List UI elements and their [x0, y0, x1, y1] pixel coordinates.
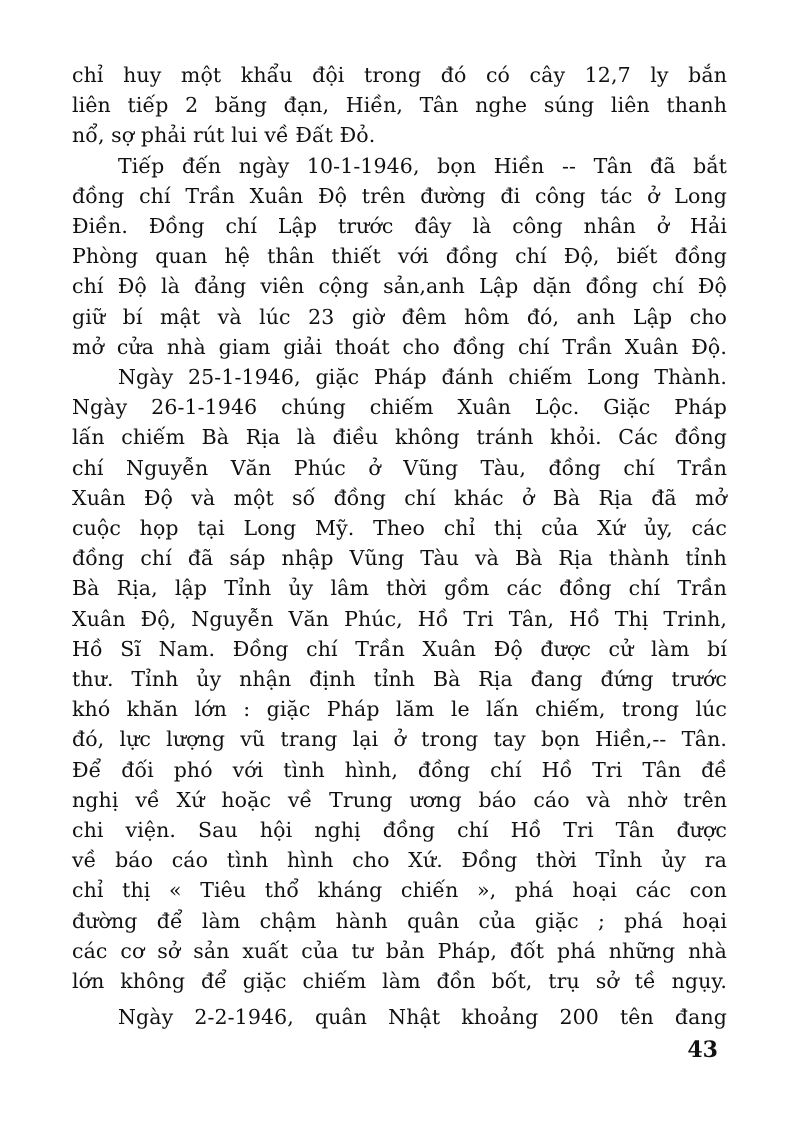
text-line: chí Nguyễn Văn Phúc ở Vũng Tàu, đồng chí Trần	[72, 455, 727, 480]
text-line: mở cửa nhà giam giải thoát cho đồng chí Trần Xuân Độ.	[72, 334, 727, 359]
paragraph-4	[72, 1002, 727, 1032]
text-line: Ngày 2-2-1946, quân Nhật khoảng 200 tên đang	[118, 1005, 727, 1030]
text-line: cuộc họp tại Long Mỹ. Theo chỉ thị của Xứ ủy, các	[72, 516, 727, 541]
text-line: lớn không để giặc chiếm làm đồn bốt, trụ sở tề ngụy.	[72, 969, 727, 994]
text-line: chi viện. Sau hội nghị đồng chí Hồ Tri Tân được	[72, 818, 727, 843]
text-line: thư. Tỉnh ủy nhận định tỉnh Bà Rịa đang đứng trước	[72, 667, 727, 692]
text-line: Ngày 25-1-1946, giặc Pháp đánh chiếm Long Thành.	[118, 365, 727, 390]
text-line: Phòng quan hệ thân thiết với đồng chí Độ, biết đồng	[72, 244, 727, 269]
text-line: Xuân Độ và một số đồng chí khác ở Bà Rịa đã mở	[72, 485, 727, 510]
text-line: giữ bí mật và lúc 23 giờ đêm hôm đó, anh Lập cho	[72, 304, 727, 329]
text-line: chỉ thị « Tiêu thổ kháng chiến », phá hoại các con	[72, 878, 727, 903]
text-line: Để đối phó với tình hình, đồng chí Hồ Tri Tân đề	[72, 757, 727, 782]
page-body	[72, 60, 727, 1033]
text-line: Bà Rịa, lập Tỉnh ủy lâm thời gồm các đồng chí Trần	[72, 576, 727, 601]
text-line: Tiếp đến ngày 10-1-1946, bọn Hiền -- Tân đã bắt	[118, 153, 727, 178]
text-line: về báo cáo tình hình cho Xứ. Đồng thời Tỉnh ủy ra	[72, 848, 727, 873]
text-line: chí Độ là đảng viên cộng sản,anh Lập dặn đồng chí Độ	[72, 274, 727, 299]
text-line: đồng chí đã sáp nhập Vũng Tàu và Bà Rịa thành tỉnh	[72, 546, 727, 571]
text-line: đường để làm chậm hành quân của giặc ; phá hoại	[72, 908, 727, 933]
text-line: Điền. Đồng chí Lập trước đây là công nhân ở Hải	[72, 214, 727, 239]
page-number: 43	[687, 1037, 718, 1063]
text-line: lấn chiếm Bà Rịa là điều không tránh khỏi. Các đồng	[72, 425, 727, 450]
text-line: đó, lực lượng vũ trang lại ở trong tay bọn Hiền,-- Tân.	[72, 727, 727, 752]
paragraph-3	[72, 362, 727, 996]
paragraph-2	[72, 151, 727, 362]
text-line: nổ, sợ phải rút lui về Đất Đỏ.	[72, 123, 376, 148]
text-line: Hồ Sĩ Nam. Đồng chí Trần Xuân Độ được cử làm bí	[72, 636, 727, 661]
text-line: chỉ huy một khẩu đội trong đó có cây 12,7 ly bắn	[72, 63, 727, 87]
text-line: Xuân Độ, Nguyễn Văn Phúc, Hồ Tri Tân, Hồ Thị Trinh,	[72, 606, 727, 631]
text-line: khó khăn lớn : giặc Pháp lăm le lấn chiếm, trong lúc	[72, 697, 727, 722]
text-line: liên tiếp 2 băng đạn, Hiền, Tân nghe súng liên thanh	[72, 93, 727, 118]
paragraph-1	[72, 60, 727, 151]
text-line: nghị về Xứ hoặc về Trung ương báo cáo và nhờ trên	[72, 787, 727, 812]
text-line: Ngày 26-1-1946 chúng chiếm Xuân Lộc. Giặc Pháp	[72, 395, 727, 420]
text-line: các cơ sở sản xuất của tư bản Pháp, đốt phá những nhà	[72, 938, 727, 963]
text-line: đồng chí Trần Xuân Độ trên đường đi công tác ở Long	[72, 183, 727, 208]
